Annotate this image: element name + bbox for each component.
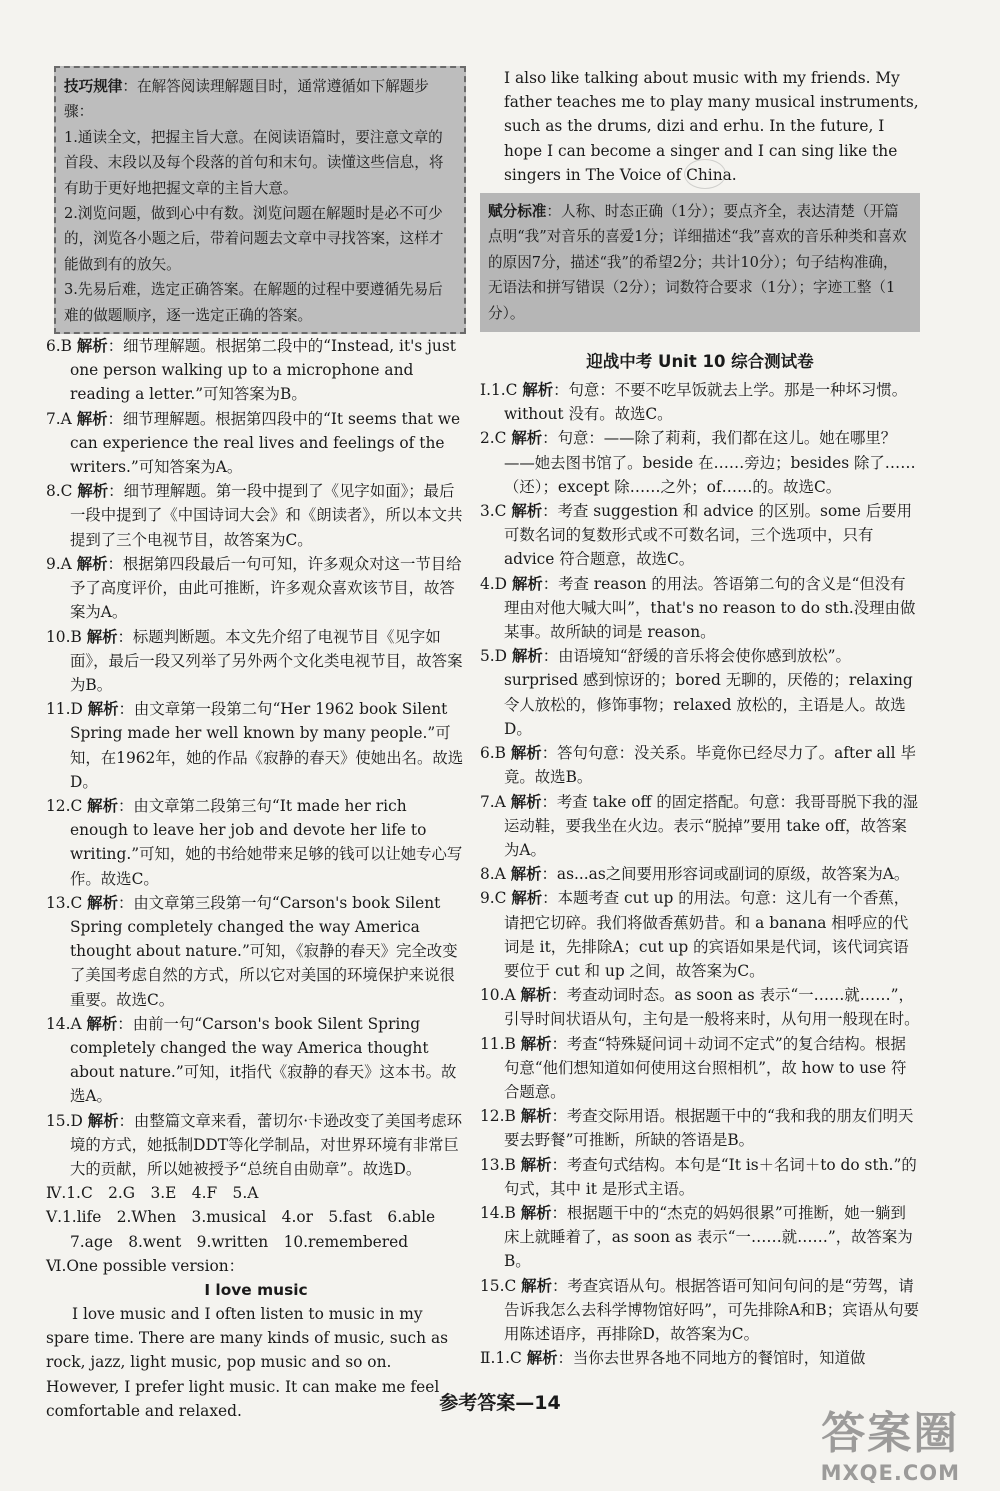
watermark-url: MXQE.COM: [820, 1461, 960, 1485]
answer-number: 4.D: [480, 574, 508, 593]
answer-item: [46, 479, 466, 552]
answer-number: 10.A: [480, 986, 516, 1005]
answer-item: [480, 886, 920, 983]
answer-item: [46, 552, 466, 625]
answer-number: 10.B: [46, 627, 82, 646]
right-column: [480, 66, 920, 1370]
section-5-answers-line1: Ⅴ.1.life 2.When 3.musical 4.or 5.fast 6.able: [46, 1208, 436, 1227]
answer-number: Ⅰ.1.C: [480, 381, 518, 400]
analysis-label: 解析: [520, 1155, 552, 1174]
analysis-text: ：由文章第二段第三句“It made her rich enough to leave her job and devote her life to writing.”可知，她的书给她带来足够的钱可以让她专心写作。故选C。: [70, 796, 463, 888]
analysis-text: ：由前一句“Carson's book Silent Spring completely changed the way America thought about nature.”可知，it指代《寂静的春天》这本书。故选A。: [70, 1014, 457, 1106]
analysis-text: ：考查宾语从句。根据答语可知问句问的是“劳驾，请告诉我怎么去科学博物馆好吗”，可先排除A和B；宾语从句要用陈述语序，再排除D，故答案为C。: [504, 1276, 920, 1343]
analysis-text: ：考查“特殊疑问词＋动词不定式”的复合结构。根据句意“他们想知道如何使用这台照相机”，故 how to use 符合题意。: [504, 1034, 907, 1101]
answer-number: 12.C: [46, 796, 83, 815]
analysis-label: 解析: [87, 1111, 119, 1130]
section-5-answers-line2: 7.age 8.went 9.written 10.remembered: [70, 1232, 409, 1251]
section-title: 迎战中考 Unit 10 综合测试卷: [586, 352, 814, 372]
analysis-label: 解析: [520, 1203, 552, 1222]
analysis-label: 解析: [520, 1107, 552, 1126]
tip-step-3: 3.先易后难，选定正确答案。在解题的过程中要遵循先易后难的做题顺序，逐一选定正确的答案。: [64, 281, 443, 324]
page-footer: 参考答案—14: [439, 1392, 561, 1414]
analysis-text: ：考查交际用语。根据题干中的“我和我的朋友们明天要去野餐”可推断，所缺的答语是B。: [504, 1107, 914, 1150]
answer-item: [480, 862, 920, 886]
left-answer-list: [46, 334, 466, 1181]
analysis-text: ：本题考查 cut up 的用法。句意：这儿有一个香蕉，请把它切碎。我们将做香蕉奶昔。和 a banana 相呼应的代词是 it，先排除A；cut up 的宾语如果是代词，该代词宾语要位于 cut 和 up 之间，故答案为C。: [504, 889, 910, 980]
answer-item: [480, 741, 920, 789]
analysis-label: 解析: [522, 381, 554, 400]
analysis-label: 解析: [86, 1014, 118, 1033]
answer-number: 13.B: [480, 1155, 516, 1174]
answer-number: 2.C: [480, 429, 507, 448]
answer-number: Ⅱ.1.C: [480, 1349, 522, 1368]
answer-item: [46, 1109, 466, 1182]
watermark-logo: [821, 1397, 960, 1485]
answer-number: 7.A: [480, 792, 506, 811]
score-box: [480, 193, 920, 332]
analysis-label: 解析: [510, 865, 542, 884]
answer-item: [480, 1032, 920, 1105]
watermark-text: 答案圈: [821, 1408, 960, 1459]
tip-box: [54, 66, 466, 334]
analysis-label: 解析: [521, 1276, 552, 1295]
analysis-text: ：由语境知“舒缓的音乐将会使你感到放松”。surprised 感到惊讶的；bored 无聊的，厌倦的；relaxing 令人放松的，修饰事物；relaxed 放松的，主语是人。故选D。: [504, 647, 913, 738]
analysis-label: 解析: [511, 889, 543, 908]
answer-number: 14.A: [46, 1014, 82, 1033]
essay-title: I love music: [204, 1280, 308, 1299]
analysis-text: ：考查 reason 的用法。答语第二句的含义是“但没有理由对他大喊大叫”，that's no reason to do sth.没理由做某事。故所缺的词是 reason。: [504, 574, 916, 642]
answer-number: 12.B: [480, 1107, 516, 1126]
analysis-label: 解析: [526, 1349, 558, 1368]
answer-item: [46, 407, 466, 480]
left-column: [46, 66, 466, 1423]
tip-label: 技巧规律: [64, 78, 123, 95]
answer-number: 7.A: [46, 409, 72, 428]
answer-number: 9.A: [46, 554, 72, 573]
analysis-text: ：as...as之间要用形容词或副词的原级，故答案为A。: [541, 865, 910, 884]
score-text: ：人称、时态正确（1分）；要点齐全，表达清楚（开篇点明“我”对音乐的喜爱1分；详细描述“我”喜欢的音乐种类和喜欢的原因7分，描述“我”的希望2分；共计10分）；句子结构准确，无语法和拼写错误（2分）；词数符合要求（1分）；字迹工整（1分）。: [488, 203, 907, 322]
analysis-label: 解析: [511, 429, 543, 448]
answer-number: 6.B: [46, 337, 72, 356]
essay-paragraph-1: I love music and I often listen to music in my spare time. There are many kinds of music, such as rock, jazz, light music, pop music and so on. However, I prefer light music. It can make me feel comfortable and relaxed.: [46, 1304, 449, 1420]
answer-item: [480, 1104, 920, 1152]
analysis-label: 解析: [511, 574, 543, 593]
analysis-text: ：细节理解题。第一段中提到了《见字如面》；最后一段中提到了《中国诗词大会》和《朗读者》，所以本文共提到了三个电视节目，故答案为C。: [70, 482, 463, 549]
analysis-label: 解析: [510, 744, 542, 763]
analysis-label: 解析: [76, 554, 108, 573]
answer-number: 11.D: [46, 700, 83, 719]
analysis-label: 解析: [520, 1034, 552, 1053]
answer-number: 8.A: [480, 865, 506, 884]
analysis-label: 解析: [520, 986, 552, 1005]
answer-number: 11.B: [480, 1034, 516, 1053]
answer-item: [480, 1153, 920, 1201]
analysis-label: 解析: [87, 796, 118, 815]
answer-item: [46, 334, 466, 407]
answer-item: [480, 1201, 920, 1274]
analysis-text: ：由整篇文章来看，蕾切尔·卡逊改变了美国考虑环境的方式，她抵制DDT等化学制品，对世界环境有非常巨大的贡献，所以她被授予“总统自由勋章”。故选D。: [70, 1111, 463, 1178]
analysis-label: 解析: [76, 337, 108, 356]
analysis-label: 解析: [87, 893, 118, 912]
stamp-mark: [684, 159, 726, 189]
answer-item: [480, 1274, 920, 1347]
analysis-label: 解析: [76, 409, 108, 428]
answer-item: [46, 625, 466, 698]
analysis-text: ：句意：不要不吃早饭就去上学。那是一种坏习惯。without 没有。故选C。: [504, 381, 908, 424]
tip-step-1: 1.通读全文，把握主旨大意。在阅读语篇时，要注意文章的首段、末段以及每个段落的首句和末句。读懂这些信息，将有助于更好地把握文章的主旨大意。: [64, 128, 444, 197]
answer-item: [480, 378, 920, 426]
analysis-text: ：答句句意：没关系。毕竟你已经尽力了。after all 毕竟。故选B。: [504, 744, 916, 787]
answer-number: 9.C: [480, 889, 507, 908]
tip-intro: [64, 74, 456, 125]
answer-number: 8.C: [46, 482, 73, 501]
analysis-text: ：根据第四段最后一句可知，许多观众对这一节目给予了高度评价，由此可推断，许多观众喜欢该节目，故答案为A。: [70, 554, 462, 622]
answer-number: 3.C: [480, 502, 507, 521]
analysis-text: ：考查句式结构。本句是“It is＋名词＋to do sth.”的句式，其中 it 是形式主语。: [504, 1155, 917, 1198]
answer-number: 15.C: [480, 1276, 517, 1295]
answer-item: [46, 697, 466, 794]
analysis-text: ：细节理解题。根据第四段中的“It seems that we can experience the real lives and feelings of the writers.”可知答案为A。: [70, 409, 461, 477]
right-answer-list: [480, 378, 920, 1370]
analysis-text: ：考查 suggestion 和 advice 的区别。some 后要用可数名词的复数形式或不可数名词，三个选项中，只有 advice 符合题意，故选C。: [504, 502, 912, 569]
answer-number: 13.C: [46, 893, 83, 912]
analysis-text: ：根据题干中的“杰克的妈妈很累”可推断，她一躺到床上就睡着了，as soon as 表示“一……就……”，故答案为B。: [504, 1203, 913, 1271]
answer-item: [480, 572, 920, 645]
analysis-label: 解析: [511, 647, 543, 666]
essay-paragraph-2-text: I also like talking about music with my friends. My father teaches me to play many musical instruments, such as the drums, dizi and erhu. In the future, I hope I can become a singer and I can sing like the singers in The Voice of China.: [504, 69, 919, 184]
analysis-text: ：由文章第一段第二句“Her 1962 book Silent Spring made her well known by many people.”可知，在1962年，她的作品《寂静的春天》使她出名。故选D。: [70, 700, 464, 791]
answer-item: [480, 983, 920, 1031]
answer-item: [46, 1012, 466, 1109]
analysis-label: 解析: [77, 482, 109, 501]
answer-item: [480, 790, 920, 863]
analysis-label: 解析: [87, 700, 119, 719]
analysis-text: ：细节理解题。根据第二段中的“Instead, it's just one person walking up to a microphone and reading a letter.”可知答案为B。: [70, 337, 456, 404]
analysis-label: 解析: [510, 792, 542, 811]
analysis-text: ：当你去世界各地不同地方的餐馆时，知道做: [557, 1349, 866, 1368]
answer-item: [480, 644, 920, 741]
analysis-label: 解析: [511, 502, 543, 521]
answer-item: [46, 891, 466, 1012]
analysis-text: ：标题判断题。本文先介绍了电视节目《见字如面》，最后一段又列举了另外两个文化类电视节目，故答案为B。: [70, 627, 463, 694]
analysis-text: ：考查 take off 的固定搭配。句意：我哥哥脱下我的湿运动鞋，要我坐在火边。表示“脱掉”要用 take off，故答案为A。: [504, 792, 919, 859]
score-label: 赋分标准: [488, 203, 547, 221]
answer-item: [480, 426, 920, 499]
answer-item: [480, 499, 920, 572]
analysis-label: 解析: [86, 627, 118, 646]
section-4-answers: Ⅳ.1.C 2.G 3.E 4.F 5.A: [46, 1184, 259, 1203]
tip-step-2: 2.浏览问题，做到心中有数。浏览问题在解题时是必不可少的，浏览各小题之后，带着问题去文章中寻找答案，这样才能做到有的放矢。: [64, 205, 444, 273]
answer-number: 15.D: [46, 1111, 83, 1130]
analysis-text: ：句意：——除了莉莉，我们都在这儿。她在哪里？——她去图书馆了。beside 在……旁边；besides 除了……（还）；except 除……之外；of……的。故选C。: [504, 429, 916, 496]
tip-intro-text: ：在解答阅读理解题目时，通常遵循如下解题步骤：: [64, 78, 429, 121]
answer-item: [46, 794, 466, 891]
analysis-text: ：考查动词时态。as soon as 表示“一……就……”，引导时间状语从句，主句是一般将来时，从句用一般现在时。: [504, 986, 920, 1029]
analysis-text: ：由文章第三段第一句“Carson's book Silent Spring completely changed the way America thought about nature.”可知，《寂静的春天》完全改变了美国考虑自然的方式，所以它对美国的环境保护来说很重要。故选C。: [70, 893, 458, 1009]
section-6-heading: Ⅵ.One possible version：: [46, 1256, 245, 1275]
answer-number: 14.B: [480, 1203, 516, 1222]
answer-number: 5.D: [480, 647, 508, 666]
answer-number: 6.B: [480, 744, 506, 763]
answer-item: [480, 1346, 920, 1370]
